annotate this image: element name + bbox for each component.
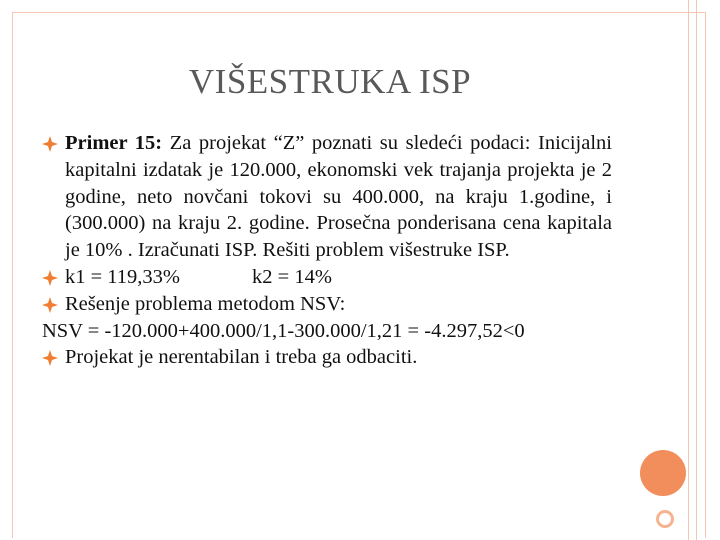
primer-text: Za projekat “Z” poznati su sledeći podaci: Inicijalni kapitalni izdatak je 120.000, ekonomski vek trajanja projekta je 2 godine, neto novčani tokovi su 400.000, na kraju 1.godine, i (300.000) na kraju 2. godine. Prosečna ponderisana cena kapitala je 10% . Izračunati ISP. Rešiti problem višestruke ISP. — [65, 132, 612, 262]
four-point-star-icon — [42, 297, 58, 313]
frame-line-right-2 — [696, 0, 697, 540]
k1-value: k1 = 119,33% — [65, 265, 181, 288]
list-item-resenje — [42, 291, 612, 318]
slide-title: VIŠESTRUKA ISP — [188, 62, 472, 101]
resenje-text: Rešenje problema metodom NSV: — [65, 292, 346, 315]
four-point-star-icon — [42, 350, 58, 366]
decorative-circle-large — [640, 450, 686, 496]
four-point-star-icon — [42, 270, 58, 286]
content-list — [42, 130, 612, 371]
frame-line-right-1 — [688, 0, 689, 540]
k2-value: k2 = 14% — [252, 265, 332, 288]
list-item-conclusion — [42, 344, 612, 371]
conclusion-text: Projekat je nerentabilan i treba ga odbaciti. — [65, 346, 418, 369]
four-point-star-icon — [42, 136, 58, 152]
nsv-formula: NSV = -120.000+400.000/1,1-300.000/1,21 = -4.297,52<0 — [42, 319, 525, 342]
decorative-circle-small — [656, 510, 674, 528]
list-item-primer — [42, 130, 612, 264]
list-item-k-values — [42, 264, 612, 291]
list-item-nsv-formula — [42, 318, 612, 345]
primer-label: Primer 15: — [65, 132, 163, 154]
